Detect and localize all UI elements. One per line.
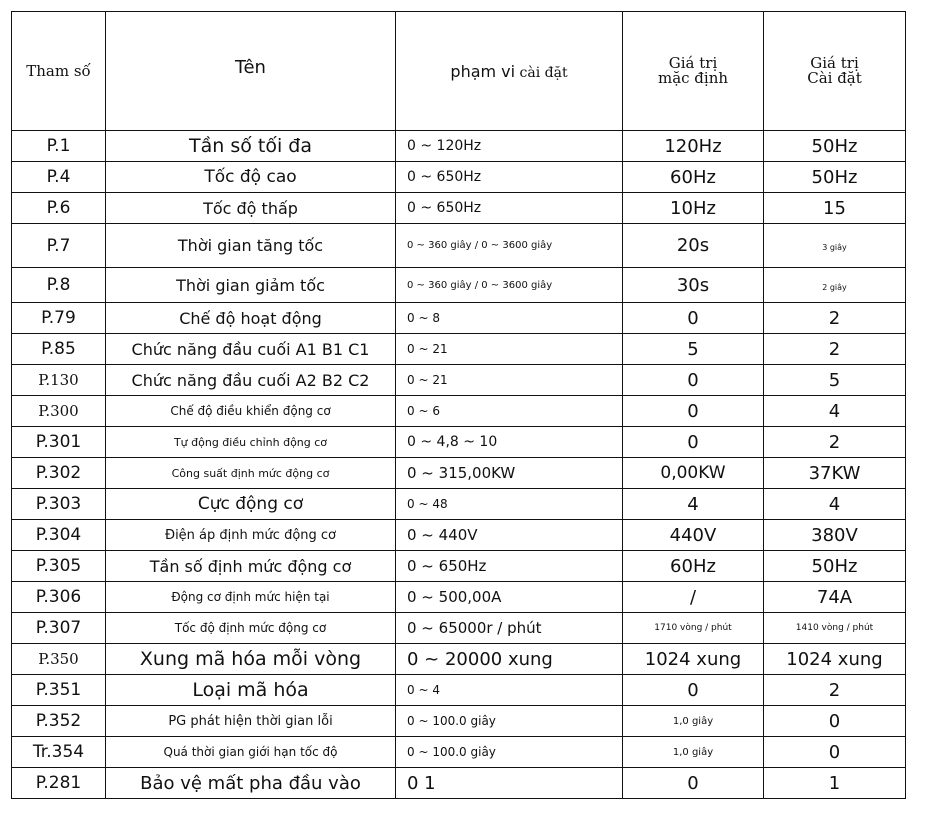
param-code: P.4 bbox=[12, 162, 106, 193]
param-name: Tự động điều chỉnh động cơ bbox=[106, 427, 396, 458]
header-name: Tên bbox=[106, 12, 396, 131]
param-code: P.8 bbox=[12, 268, 106, 303]
param-range: 0 ~ 20000 xung bbox=[396, 644, 623, 675]
param-setting: 50Hz bbox=[764, 162, 906, 193]
param-name: Động cơ định mức hiện tại bbox=[106, 582, 396, 613]
param-setting: 4 bbox=[764, 489, 906, 520]
param-name: Tốc độ cao bbox=[106, 162, 396, 193]
param-default: 0 bbox=[623, 768, 764, 799]
header-range-sub: cài đặt bbox=[515, 64, 568, 81]
param-setting: 4 bbox=[764, 396, 906, 427]
header-default-line2: mặc định bbox=[657, 69, 729, 87]
param-default: 5 bbox=[623, 334, 764, 365]
param-name: Xung mã hóa mỗi vòng bbox=[106, 644, 396, 675]
table-row bbox=[12, 224, 906, 268]
param-setting: 74A bbox=[764, 582, 906, 613]
header-code: Tham số bbox=[12, 12, 106, 131]
param-default: 1710 vòng / phút bbox=[623, 613, 764, 644]
param-default: 60Hz bbox=[623, 162, 764, 193]
param-setting: 37KW bbox=[764, 458, 906, 489]
param-setting: 5 bbox=[764, 365, 906, 396]
table-row bbox=[12, 582, 906, 613]
table-row bbox=[12, 303, 906, 334]
param-default: 0 bbox=[623, 427, 764, 458]
param-range: 0 ~ 650Hz bbox=[396, 551, 623, 582]
param-setting: 2 bbox=[764, 675, 906, 706]
param-range: 0 ~ 8 bbox=[396, 303, 623, 334]
param-default: 0 bbox=[623, 303, 764, 334]
param-setting: 50Hz bbox=[764, 551, 906, 582]
param-range: 0 ~ 4 bbox=[396, 675, 623, 706]
param-setting: 1410 vòng / phút bbox=[764, 613, 906, 644]
table-row bbox=[12, 489, 906, 520]
param-range: 0 ~ 21 bbox=[396, 334, 623, 365]
param-code: P.350 bbox=[12, 644, 106, 675]
param-name: Tần số định mức động cơ bbox=[106, 551, 396, 582]
param-code: P.305 bbox=[12, 551, 106, 582]
param-range: 0 ~ 440V bbox=[396, 520, 623, 551]
param-setting: 3 giây bbox=[764, 224, 906, 268]
table-row bbox=[12, 193, 906, 224]
param-code: P.300 bbox=[12, 396, 106, 427]
header-default bbox=[623, 12, 764, 131]
param-range: 0 ~ 650Hz bbox=[396, 162, 623, 193]
param-default: 0 bbox=[623, 675, 764, 706]
param-default: 1,0 giây bbox=[623, 737, 764, 768]
table-row bbox=[12, 334, 906, 365]
param-range: 0 1 bbox=[396, 768, 623, 799]
param-setting: 0 bbox=[764, 737, 906, 768]
param-code: P.7 bbox=[12, 224, 106, 268]
param-range: 0 ~ 120Hz bbox=[396, 131, 623, 162]
param-code: P.85 bbox=[12, 334, 106, 365]
param-name: Quá thời gian giới hạn tốc độ bbox=[106, 737, 396, 768]
param-setting: 1 bbox=[764, 768, 906, 799]
param-code: P.304 bbox=[12, 520, 106, 551]
param-name: Bảo vệ mất pha đầu vào bbox=[106, 768, 396, 799]
param-name: Điện áp định mức động cơ bbox=[106, 520, 396, 551]
param-name: Thời gian giảm tốc bbox=[106, 268, 396, 303]
param-setting: 0 bbox=[764, 706, 906, 737]
table-row bbox=[12, 737, 906, 768]
param-code: P.281 bbox=[12, 768, 106, 799]
param-range: 0 ~ 21 bbox=[396, 365, 623, 396]
param-default: 30s bbox=[623, 268, 764, 303]
header-setting-line2: Cài đặt bbox=[807, 69, 862, 87]
param-setting: 2 bbox=[764, 334, 906, 365]
param-code: P.301 bbox=[12, 427, 106, 458]
table-row bbox=[12, 365, 906, 396]
param-code: P.6 bbox=[12, 193, 106, 224]
param-default: 0,00KW bbox=[623, 458, 764, 489]
param-code: Tr.354 bbox=[12, 737, 106, 768]
param-default: / bbox=[623, 582, 764, 613]
param-default: 1,0 giây bbox=[623, 706, 764, 737]
param-name: Chức năng đầu cuối A1 B1 C1 bbox=[106, 334, 396, 365]
header-range-main: phạm vi bbox=[450, 61, 516, 81]
param-default: 120Hz bbox=[623, 131, 764, 162]
param-name: Cực động cơ bbox=[106, 489, 396, 520]
param-setting: 50Hz bbox=[764, 131, 906, 162]
param-code: P.307 bbox=[12, 613, 106, 644]
param-range: 0 ~ 650Hz bbox=[396, 193, 623, 224]
table-row bbox=[12, 613, 906, 644]
param-setting: 2 bbox=[764, 427, 906, 458]
table-row bbox=[12, 520, 906, 551]
table-row bbox=[12, 675, 906, 706]
param-name: Chế độ hoạt động bbox=[106, 303, 396, 334]
param-range: 0 ~ 48 bbox=[396, 489, 623, 520]
param-code: P.306 bbox=[12, 582, 106, 613]
param-default: 0 bbox=[623, 396, 764, 427]
header-row bbox=[12, 12, 906, 131]
parameter-table bbox=[11, 11, 906, 799]
header-default-line1: Giá trị bbox=[668, 54, 718, 72]
param-default: 4 bbox=[623, 489, 764, 520]
param-range: 0 ~ 100.0 giây bbox=[396, 706, 623, 737]
param-range: 0 ~ 360 giây / 0 ~ 3600 giây bbox=[396, 268, 623, 303]
param-default: 20s bbox=[623, 224, 764, 268]
param-range: 0 ~ 4,8 ~ 10 bbox=[396, 427, 623, 458]
param-name: Thời gian tăng tốc bbox=[106, 224, 396, 268]
param-name: Loại mã hóa bbox=[106, 675, 396, 706]
table-row bbox=[12, 551, 906, 582]
param-setting: 2 bbox=[764, 303, 906, 334]
param-range: 0 ~ 315,00KW bbox=[396, 458, 623, 489]
header-setting-line1: Giá trị bbox=[810, 54, 859, 72]
table-row bbox=[12, 427, 906, 458]
table-row bbox=[12, 458, 906, 489]
table-row bbox=[12, 706, 906, 737]
header-range bbox=[396, 12, 623, 131]
param-setting: 15 bbox=[764, 193, 906, 224]
table-row bbox=[12, 131, 906, 162]
param-range: 0 ~ 500,00A bbox=[396, 582, 623, 613]
param-code: P.1 bbox=[12, 131, 106, 162]
table-row bbox=[12, 268, 906, 303]
param-default: 10Hz bbox=[623, 193, 764, 224]
table-row bbox=[12, 396, 906, 427]
param-setting: 1024 xung bbox=[764, 644, 906, 675]
param-code: P.79 bbox=[12, 303, 106, 334]
param-code: P.130 bbox=[12, 365, 106, 396]
param-range: 0 ~ 100.0 giây bbox=[396, 737, 623, 768]
param-code: P.302 bbox=[12, 458, 106, 489]
param-code: P.303 bbox=[12, 489, 106, 520]
header-setting bbox=[764, 12, 906, 131]
param-default: 440V bbox=[623, 520, 764, 551]
param-range: 0 ~ 360 giây / 0 ~ 3600 giây bbox=[396, 224, 623, 268]
param-default: 0 bbox=[623, 365, 764, 396]
param-code: P.352 bbox=[12, 706, 106, 737]
param-name: Công suất định mức động cơ bbox=[106, 458, 396, 489]
param-setting: 2 giây bbox=[764, 268, 906, 303]
param-name: Tốc độ thấp bbox=[106, 193, 396, 224]
table-row bbox=[12, 768, 906, 799]
param-name: Tốc độ định mức động cơ bbox=[106, 613, 396, 644]
param-name: Chức năng đầu cuối A2 B2 C2 bbox=[106, 365, 396, 396]
table-row bbox=[12, 162, 906, 193]
param-name: Chế độ điều khiển động cơ bbox=[106, 396, 396, 427]
param-code: P.351 bbox=[12, 675, 106, 706]
param-range: 0 ~ 6 bbox=[396, 396, 623, 427]
param-default: 60Hz bbox=[623, 551, 764, 582]
param-name: PG phát hiện thời gian lỗi bbox=[106, 706, 396, 737]
param-setting: 380V bbox=[764, 520, 906, 551]
param-range: 0 ~ 65000r / phút bbox=[396, 613, 623, 644]
param-name: Tần số tối đa bbox=[106, 131, 396, 162]
table-row bbox=[12, 644, 906, 675]
param-default: 1024 xung bbox=[623, 644, 764, 675]
